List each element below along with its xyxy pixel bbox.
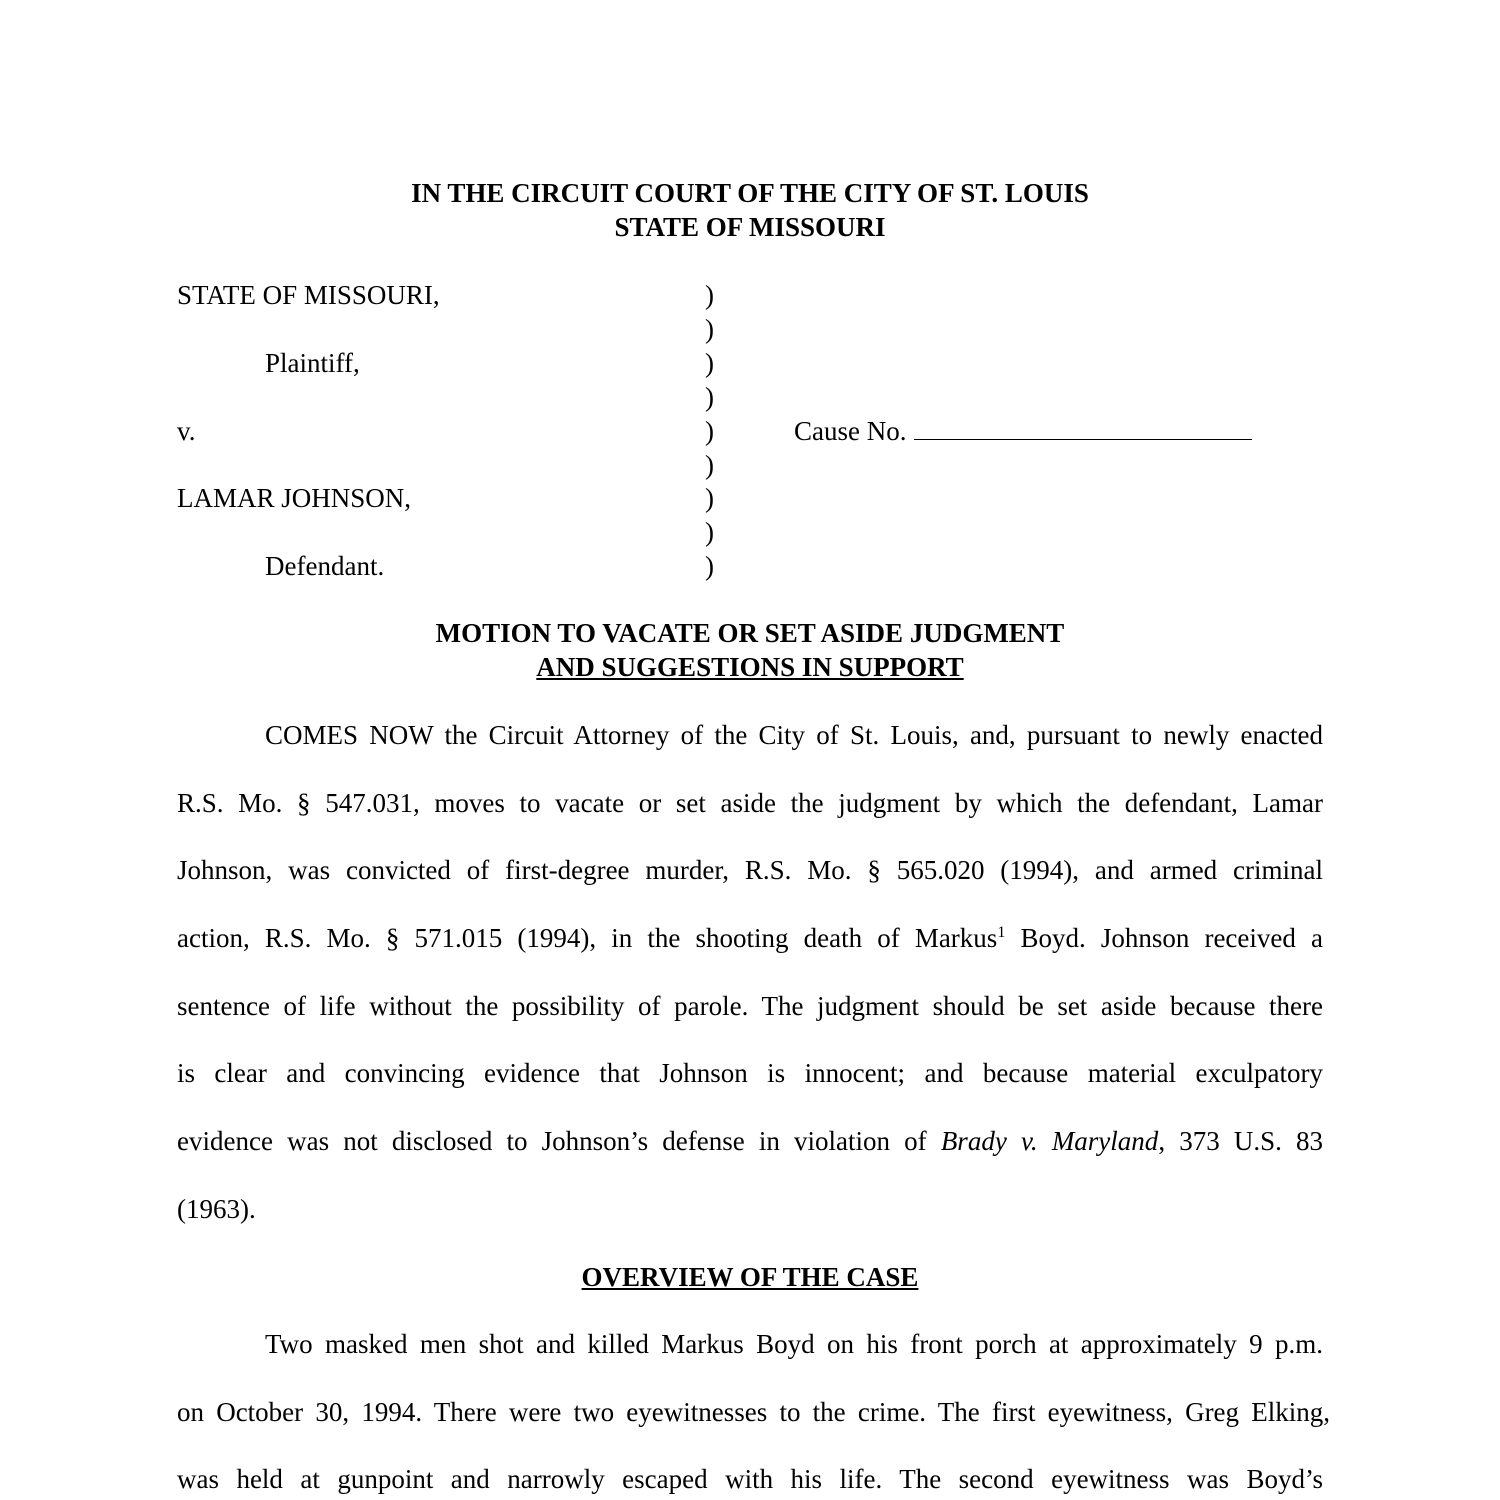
caption-paren: ) bbox=[705, 280, 714, 310]
footnote-marker[interactable]: 1 bbox=[997, 924, 1006, 941]
intro-line: is clear and convincing evidence that Johnson is innocent; and because material exculpatory bbox=[177, 1058, 1323, 1088]
caption-paren: ) bbox=[705, 382, 714, 412]
caption-plaintiff-role: Plaintiff, bbox=[265, 348, 360, 378]
intro-line bbox=[177, 1124, 1323, 1158]
intro-line-text: evidence was not disclosed to Johnson’s defense in violation of bbox=[177, 1126, 941, 1156]
court-name: IN THE CIRCUIT COURT OF THE CITY OF ST. LOUIS bbox=[411, 178, 1089, 208]
caption-paren: ) bbox=[705, 314, 714, 344]
intro-line: Johnson, was convicted of first-degree murder, R.S. Mo. § 565.020 (1994), and armed criminal bbox=[177, 855, 1323, 885]
case-citation: Brady v. Maryland bbox=[940, 1126, 1159, 1156]
caption-paren: ) bbox=[705, 416, 714, 446]
caption-defendant-role: Defendant. bbox=[265, 551, 385, 581]
intro-line-text: Boyd. Johnson received a bbox=[1005, 923, 1323, 953]
intro-line bbox=[177, 921, 1323, 955]
motion-title-line2: AND SUGGESTIONS IN SUPPORT bbox=[536, 652, 964, 682]
caption-paren: ) bbox=[705, 551, 714, 581]
motion-title-line1: MOTION TO VACATE OR SET ASIDE JUDGMENT bbox=[435, 618, 1065, 648]
caption-paren: ) bbox=[705, 483, 714, 513]
court-header bbox=[0, 176, 1500, 244]
cause-number-blank bbox=[914, 415, 1252, 440]
overview-line: Two masked men shot and killed Markus Boyd on his front porch at approximately 9 p.m. bbox=[265, 1329, 1323, 1359]
cause-number-label: Cause No. bbox=[794, 416, 907, 446]
cause-number bbox=[794, 414, 1252, 448]
intro-line: R.S. Mo. § 547.031, moves to vacate or set aside the judgment by which the defendant, Lamar bbox=[177, 788, 1323, 818]
caption-paren: ) bbox=[705, 450, 714, 480]
caption-plaintiff-name: STATE OF MISSOURI, bbox=[177, 280, 440, 310]
court-state: STATE OF MISSOURI bbox=[614, 212, 886, 242]
intro-line: (1963). bbox=[177, 1194, 256, 1224]
intro-line: COMES NOW the Circuit Attorney of the City of St. Louis, and, pursuant to newly enacted bbox=[265, 720, 1323, 750]
intro-line-text: action, R.S. Mo. § 571.015 (1994), in the shooting death of Markus bbox=[177, 923, 998, 953]
overview-line: was held at gunpoint and narrowly escaped with his life. The second eyewitness was Boyd’s bbox=[177, 1464, 1323, 1494]
intro-line: sentence of life without the possibility of parole. The judgment should be set aside because there bbox=[177, 991, 1323, 1021]
overview-line: on October 30, 1994. There were two eyewitnesses to the crime. The first eyewitness, Greg Elking, bbox=[177, 1397, 1330, 1427]
motion-title bbox=[0, 616, 1500, 684]
caption-versus: v. bbox=[177, 416, 196, 446]
caption-paren: ) bbox=[705, 348, 714, 378]
caption-defendant-name: LAMAR JOHNSON, bbox=[177, 483, 412, 513]
section-heading-overview: OVERVIEW OF THE CASE bbox=[581, 1262, 919, 1292]
caption-paren: ) bbox=[705, 517, 714, 547]
intro-line-text: , 373 U.S. 83 bbox=[1158, 1126, 1324, 1156]
